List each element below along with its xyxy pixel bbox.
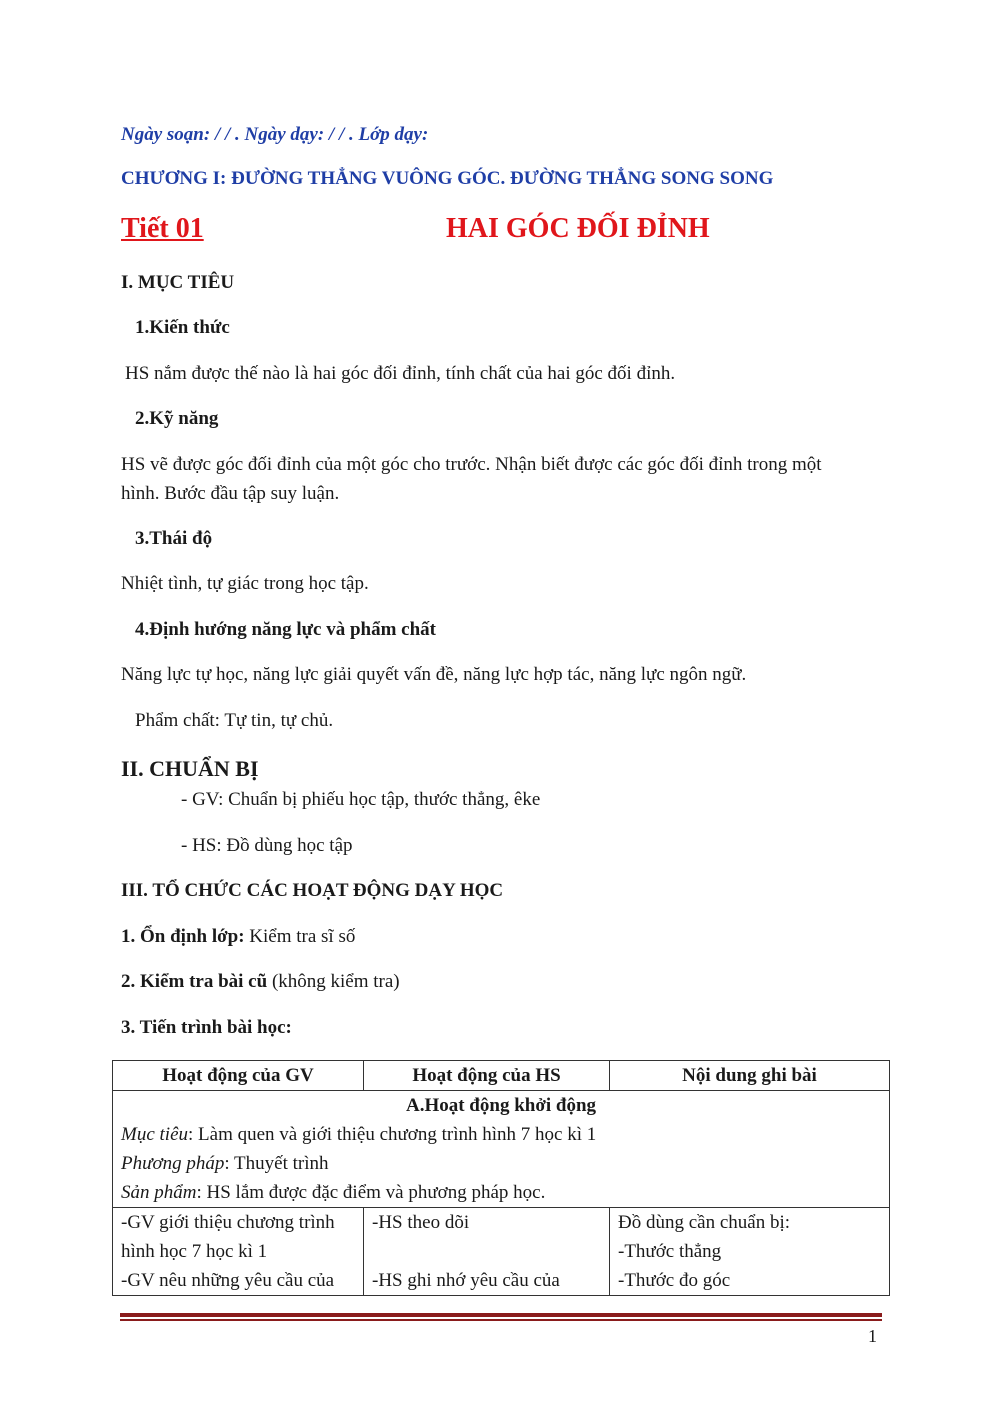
content-line: -Thước thẳng bbox=[618, 1241, 722, 1262]
preparation-hs: - HS: Đồ dùng học tập bbox=[181, 835, 353, 856]
hs-line bbox=[372, 1237, 601, 1266]
qualities-text: Phẩm chất: Tự tin, tự chủ. bbox=[135, 710, 334, 731]
hs-line: -HS theo dõi bbox=[372, 1212, 470, 1233]
skills-text-line2: hình. Bước đầu tập suy luận. bbox=[121, 483, 340, 504]
section-title: A.Hoạt động khởi động bbox=[405, 1095, 597, 1116]
skills-text-line1: HS vẽ được góc đối đỉnh của một góc cho trước. Nhận biết được các góc đối đỉnh trong một bbox=[121, 454, 822, 475]
gv-line: -GV nêu những yêu cầu của bbox=[121, 1270, 335, 1291]
gv-line: -GV giới thiệu chương trình bbox=[121, 1212, 335, 1233]
method-line bbox=[121, 1149, 881, 1178]
header-hs: Hoạt động của HS bbox=[364, 1061, 610, 1091]
chapter-title: CHƯƠNG I: ĐƯỜNG THẲNG VUÔNG GÓC. ĐƯỜNG THẲNG SONG SONG bbox=[121, 168, 774, 189]
preparation-gv: - GV: Chuẩn bị phiếu học tập, thước thẳng, êke bbox=[181, 789, 541, 810]
preparation-heading: II. CHUẨN BỊ bbox=[121, 756, 259, 781]
page-number: 1 bbox=[868, 1326, 877, 1346]
product-label: Sản phẩm bbox=[121, 1182, 197, 1203]
lesson-title: HAI GÓC ĐỐI ĐỈNH bbox=[446, 213, 710, 244]
product-text: : HS lắm được đặc điểm và phương pháp học. bbox=[196, 1182, 546, 1203]
competence-heading: 4.Định hướng năng lực và phẩm chất bbox=[135, 619, 436, 640]
step1 bbox=[121, 926, 355, 948]
goal-label: Mục tiêu bbox=[121, 1124, 189, 1145]
goal-text: : Làm quen và giới thiệu chương trình hình 7 học kì 1 bbox=[188, 1124, 597, 1145]
period-label: Tiết 01 bbox=[121, 213, 204, 244]
goal-line bbox=[121, 1120, 881, 1149]
table-row bbox=[113, 1208, 890, 1296]
table-section-row bbox=[113, 1091, 890, 1208]
objectives-heading: I. MỤC TIÊU bbox=[121, 272, 235, 293]
product-line bbox=[121, 1178, 881, 1207]
footer-rule-thin bbox=[120, 1319, 882, 1321]
lesson-table bbox=[112, 1060, 890, 1296]
method-text: : Thuyết trình bbox=[224, 1153, 329, 1174]
content-cell bbox=[610, 1208, 890, 1296]
hs-cell bbox=[364, 1208, 610, 1296]
header-gv: Hoạt động của GV bbox=[113, 1061, 364, 1091]
header-content: Nội dung ghi bài bbox=[610, 1061, 890, 1091]
method-label: Phương pháp bbox=[121, 1153, 225, 1174]
attitude-text: Nhiệt tình, tự giác trong học tập. bbox=[121, 573, 369, 594]
knowledge-heading: 1.Kiến thức bbox=[135, 317, 230, 338]
activities-heading: III. TỔ CHỨC CÁC HOẠT ĐỘNG DẠY HỌC bbox=[121, 880, 504, 901]
content-line: -Thước đo góc bbox=[618, 1270, 731, 1291]
attitude-heading: 3.Thái độ bbox=[135, 528, 213, 549]
step1-label: 1. Ổn định lớp: bbox=[121, 926, 245, 947]
step2 bbox=[121, 971, 400, 993]
hs-line: -HS ghi nhớ yêu cầu của bbox=[372, 1270, 560, 1291]
date-line: Ngày soạn: / / . Ngày dạy: / / . Lớp dạy: bbox=[121, 124, 429, 145]
competence-text: Năng lực tự học, năng lực giải quyết vấn đề, năng lực hợp tác, năng lực ngôn ngữ. bbox=[121, 664, 747, 685]
gv-cell bbox=[113, 1208, 364, 1296]
step2-text: (không kiểm tra) bbox=[267, 971, 400, 992]
table-header-row bbox=[113, 1061, 890, 1091]
knowledge-text: HS nắm được thế nào là hai góc đối đỉnh, tính chất của hai góc đối đỉnh. bbox=[125, 363, 676, 384]
step2-label: 2. Kiểm tra bài cũ bbox=[121, 971, 268, 992]
skills-heading: 2.Kỹ năng bbox=[135, 408, 219, 429]
content-line: Đồ dùng cần chuẩn bị: bbox=[618, 1212, 791, 1233]
step3-label: 3. Tiến trình bài học: bbox=[121, 1017, 292, 1038]
footer-rule bbox=[120, 1313, 882, 1317]
step1-text: Kiểm tra sĩ số bbox=[244, 926, 356, 947]
gv-line: hình học 7 học kì 1 bbox=[121, 1241, 268, 1262]
section-cell bbox=[113, 1091, 890, 1208]
